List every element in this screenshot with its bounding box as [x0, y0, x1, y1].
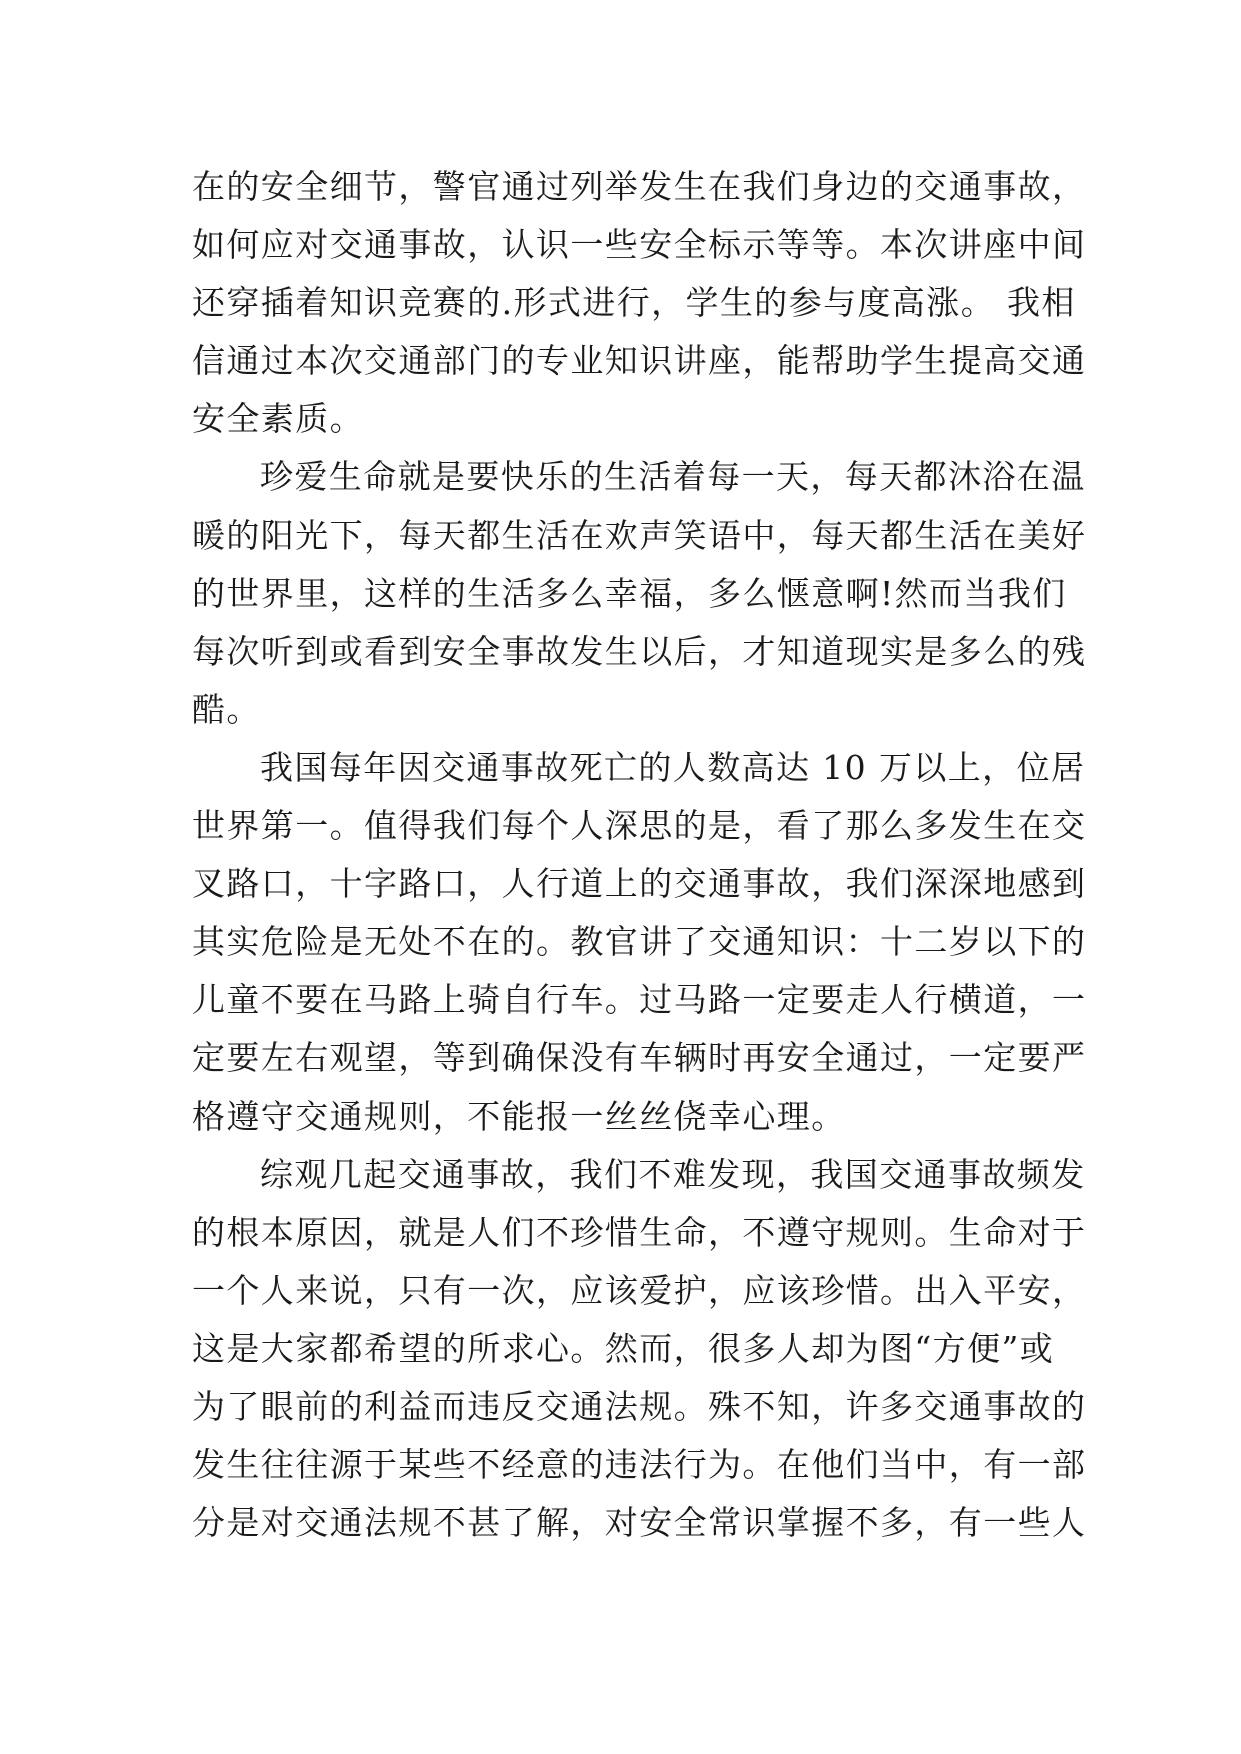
text-line: 发生往往源于某些不经意的违法行为。在他们当中，有一部	[192, 1445, 1087, 1485]
text-line: 的世界里，这样的生活多么幸福，多么惬意啊!然而当我们	[192, 573, 1067, 613]
text-line: 如何应对交通事故，认识一些安全标示等等。本次讲座中间	[192, 225, 1087, 265]
text-line: 信通过本次交通部门的专业知识讲座，能帮助学生提高交通	[192, 341, 1087, 381]
text-line: 叉路口，十字路口，人行道上的交通事故，我们深深地感到	[192, 864, 1087, 904]
text-line: 分是对交通法规不甚了解，对安全常识掌握不多，有一些人	[192, 1503, 1087, 1543]
text-line: 还穿插着知识竞赛的.形式进行，学生的参与度高涨。 我相	[192, 283, 1076, 323]
text-line: 世界第一。值得我们每个人深思的是，看了那么多发生在交	[192, 806, 1087, 846]
text-line: 在的安全细节，警官通过列举发生在我们身边的交通事故，	[192, 167, 1087, 206]
body-text	[192, 158, 1087, 1552]
text-line: 的根本原因，就是人们不珍惜生命，不遵守规则。生命对于	[192, 1212, 1087, 1252]
text-line: 这是大家都希望的所求心。然而，很多人却为图“方便”或	[192, 1328, 1055, 1368]
paragraph-first-line: 珍爱生命就是要快乐的生活着每一天，每天都沐浴在温	[260, 457, 1086, 497]
text-line: 定要左右观望，等到确保没有车辆时再安全通过，一定要严	[192, 1038, 1087, 1078]
paragraph-first-line: 综观几起交通事故，我们不难发现，我国交通事故频发	[260, 1154, 1086, 1194]
text-line: 酷。	[192, 689, 261, 729]
paragraph-first-line: 我国每年因交通事故死亡的人数高达 10 万以上，位居	[260, 747, 1086, 787]
text-line: 其实危险是无处不在的。教官讲了交通知识：十二岁以下的	[192, 922, 1087, 962]
text-line: 暖的阳光下，每天都生活在欢声笑语中，每天都生活在美好	[192, 515, 1087, 555]
text-line: 儿童不要在马路上骑自行车。过马路一定要走人行横道，一	[192, 980, 1087, 1020]
text-line: 安全素质。	[192, 399, 364, 439]
text-line: 一个人来说，只有一次，应该爱护，应该珍惜。出入平安，	[192, 1270, 1087, 1310]
text-line: 格遵守交通规则，不能报一丝丝侥幸心理。	[192, 1096, 846, 1136]
text-line: 为了眼前的利益而违反交通法规。殊不知，许多交通事故的	[192, 1386, 1087, 1426]
text-line: 每次听到或看到安全事故发生以后，才知道现实是多么的残	[192, 631, 1087, 671]
